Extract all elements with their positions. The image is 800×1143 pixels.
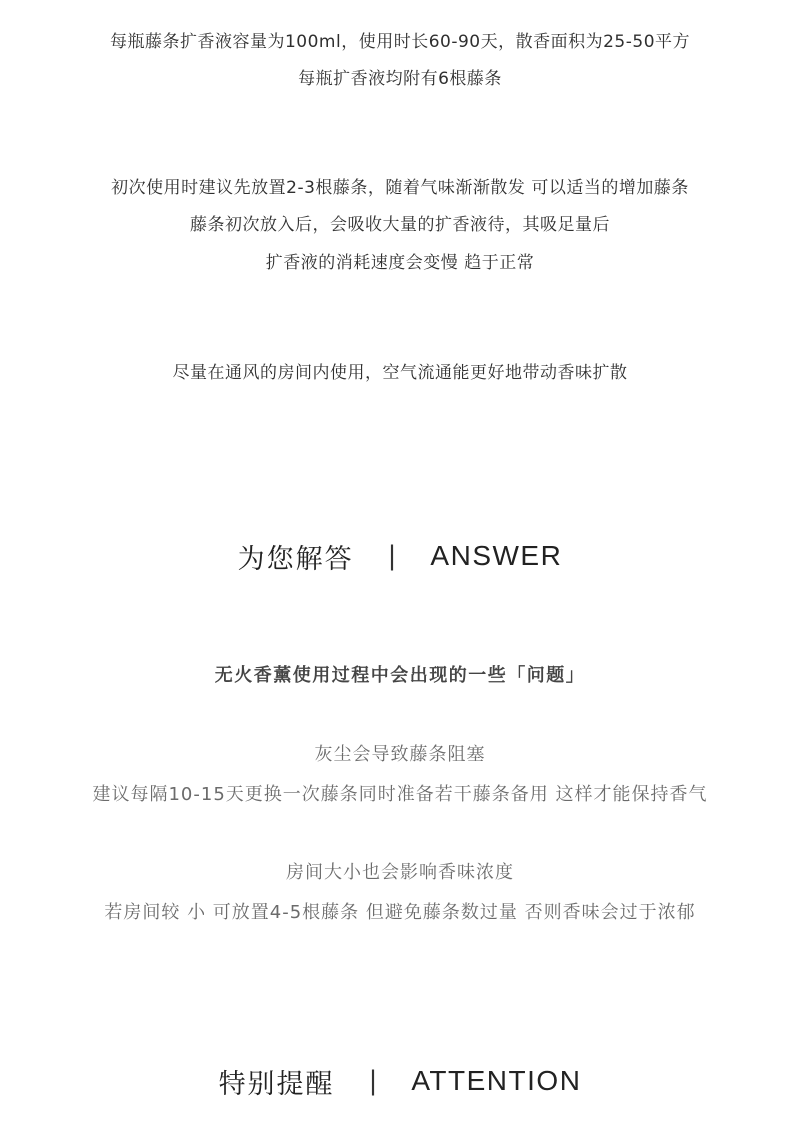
answer-title-en: ANSWER <box>430 540 563 571</box>
answer-title-separator: | <box>387 541 397 571</box>
faq-question-2: 房间大小也会影响香味浓度 <box>286 862 514 883</box>
attention-title-en: ATTENTION <box>411 1065 582 1096</box>
attention-title-cn: 特别提醒 <box>218 1068 335 1100</box>
usage-info-line-2: 每瓶扩香液均附有6根藤条 <box>298 69 502 89</box>
first-use-tip-line-3: 扩香液的消耗速度会变慢 趋于正常 <box>265 253 535 273</box>
answer-title-cn: 为您解答 <box>237 543 354 575</box>
faq-answer-1: 建议每隔10-15天更换一次藤条同时准备若干藤条备用 这样才能保持香气 <box>92 784 708 805</box>
answer-section-heading <box>0 536 800 576</box>
answer-subtitle: 无火香薰使用过程中会出现的一些「问题」 <box>214 665 586 686</box>
attention-section-heading <box>0 1061 800 1101</box>
first-use-tip-line-1: 初次使用时建议先放置2-3根藤条，随着气味渐渐散发 可以适当的增加藤条 <box>111 178 689 198</box>
faq-answer-2: 若房间较 小 可放置4-5根藤条 但避免藤条数过量 否则香味会过于浓郁 <box>104 902 696 923</box>
ventilation-tip: 尽量在通风的房间内使用，空气流通能更好地带动香味扩散 <box>172 363 628 383</box>
usage-info-line-1: 每瓶藤条扩香液容量为100ml，使用时长60-90天，散香面积为25-50平方 <box>109 32 691 52</box>
faq-question-1: 灰尘会导致藤条阻塞 <box>314 744 486 765</box>
attention-title-separator: | <box>368 1066 378 1096</box>
first-use-tip-line-2: 藤条初次放入后，会吸收大量的扩香液待，其吸足量后 <box>190 215 610 235</box>
